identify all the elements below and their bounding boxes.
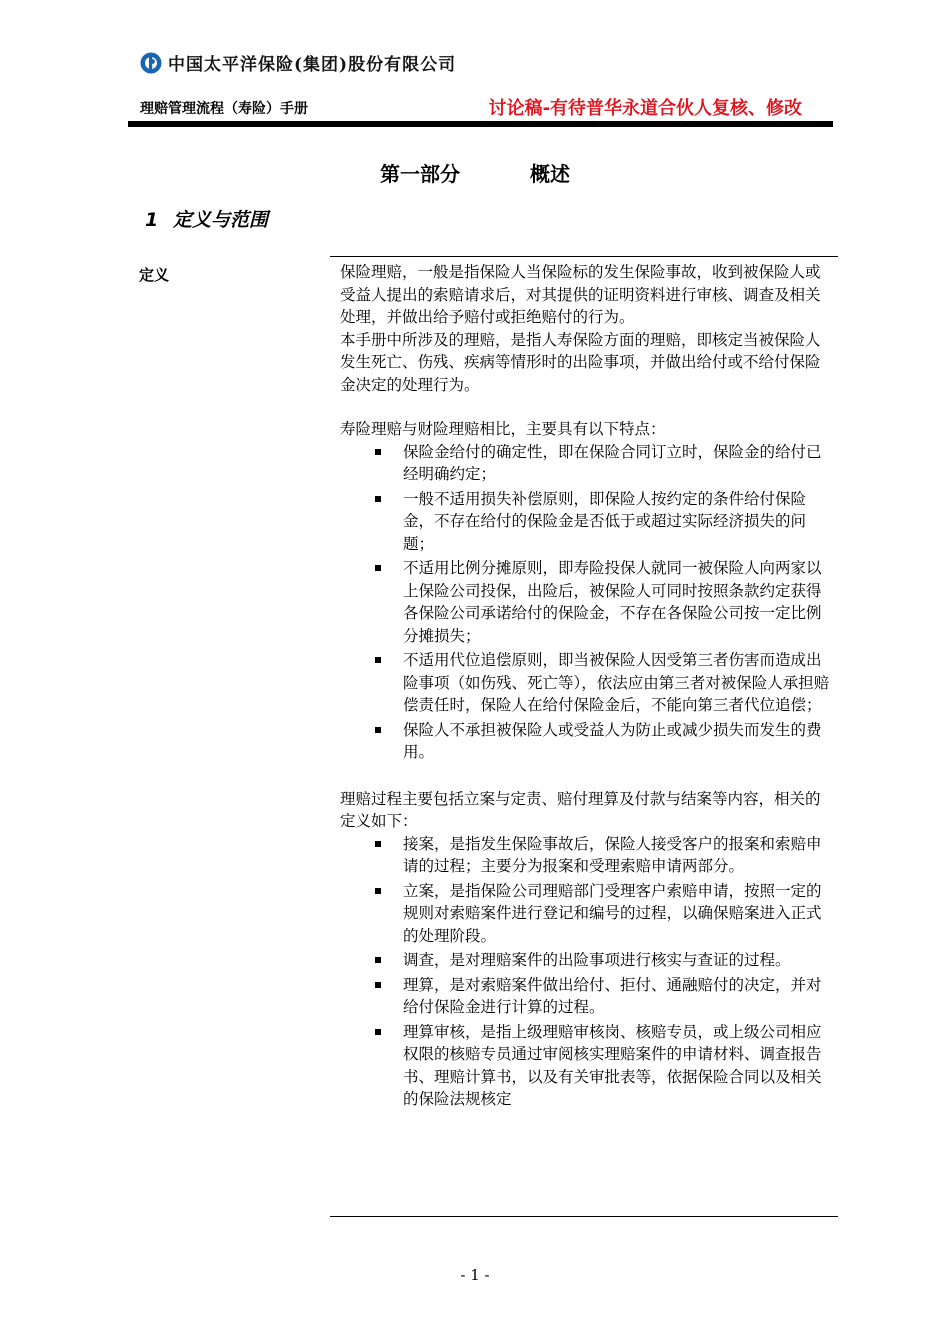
features-intro: 寿险理赔与财险理赔相比，主要具有以下特点： xyxy=(340,420,666,438)
list-item: 理算，是对索赔案件做出给付、拒付、通融赔付的决定，并对给付保险金进行计算的过程。 xyxy=(340,974,830,1019)
definition-content xyxy=(340,261,830,1216)
list-item: 立案，是指保险公司理赔部门受理客户索赔申请，按照一定的规则对索赔案件进行登记和编号的过程，以确保赔案进入正式的处理阶段。 xyxy=(340,880,830,948)
draft-note: 讨论稿-有待普华永道合伙人复核、修改 xyxy=(488,98,802,119)
intro-paragraph: 保险理赔，一般是指保险人当保险标的发生保险事故，收到被保险人或受益人提出的索赔请求后，对其提供的证明资料进行审核、调查及相关处理，并做出给予赔付或拒绝赔付的行为。 xyxy=(340,263,821,326)
list-item: 保险人不承担被保险人或受益人为防止或减少损失而发生的费用。 xyxy=(340,719,830,764)
header-rule xyxy=(128,121,833,127)
section-heading xyxy=(145,205,268,232)
table-bottom-rule xyxy=(330,1216,838,1217)
list-item: 不适用比例分摊原则，即寿险投保人就同一被保险人向两家以上保险公司投保，出险后，被保险人可同时按照条款约定获得各保险公司承诺给付的保险金，不存在各保险公司按一定比例分摊损失； xyxy=(340,557,830,647)
process-intro: 理赔过程主要包括立案与定责、赔付理算及付款与结案等内容，相关的定义如下： xyxy=(340,789,821,830)
manual-title: 理赔管理流程（寿险）手册 xyxy=(140,101,308,117)
company-name: 中国太平洋保险(集团)股份有限公司 xyxy=(168,55,457,75)
list-item: 一般不适用损失补偿原则，即保险人按约定的条件给付保险金，不存在给付的保险金是否低于或超过实际经济损失的问题； xyxy=(340,488,830,556)
page-number: - 1 - xyxy=(460,1266,490,1284)
features-list xyxy=(340,441,830,764)
table-top-rule xyxy=(330,256,838,257)
part-label: 第一部分 xyxy=(380,162,460,186)
list-item: 保险金给付的确定性，即在保险合同订立时，保险金的给付已经明确约定； xyxy=(340,441,830,486)
company-logo xyxy=(140,50,456,75)
list-item: 接案，是指发生保险事故后，保险人接受客户的报案和索赔申请的过程；主要分为报案和受理索赔申请两部分。 xyxy=(340,833,830,878)
process-list xyxy=(340,833,830,1111)
part-heading xyxy=(0,158,950,187)
list-item: 不适用代位追偿原则，即当被保险人因受第三者伤害而造成出险事项（如伤残、死亡等），依法应由第三者对被保险人承担赔偿责任时，保险人在给付保险金后，不能向第三者代位追偿； xyxy=(340,649,830,717)
list-item: 理算审核，是指上级理赔审核岗、核赔专员，或上级公司相应权限的核赔专员通过审阅核实理赔案件的申请材料、调查报告书、理赔计算书，以及有关审批表等，依据保险合同以及相关的保险法规核定 xyxy=(340,1021,830,1111)
section-number: 1 xyxy=(145,209,159,231)
intro-paragraph: 本手册中所涉及的理赔，是指人寿保险方面的理赔，即核定当被保险人发生死亡、伤残、疾病等情形时的出险事项，并做出给付或不给付保险金决定的处理行为。 xyxy=(340,330,821,394)
list-item: 调查，是对理赔案件的出险事项进行核实与查证的过程。 xyxy=(340,949,830,972)
part-title: 概述 xyxy=(530,162,570,186)
section-title: 定义与范围 xyxy=(173,209,269,231)
definition-label: 定义 xyxy=(139,266,170,284)
cpic-logo-icon xyxy=(140,52,162,74)
